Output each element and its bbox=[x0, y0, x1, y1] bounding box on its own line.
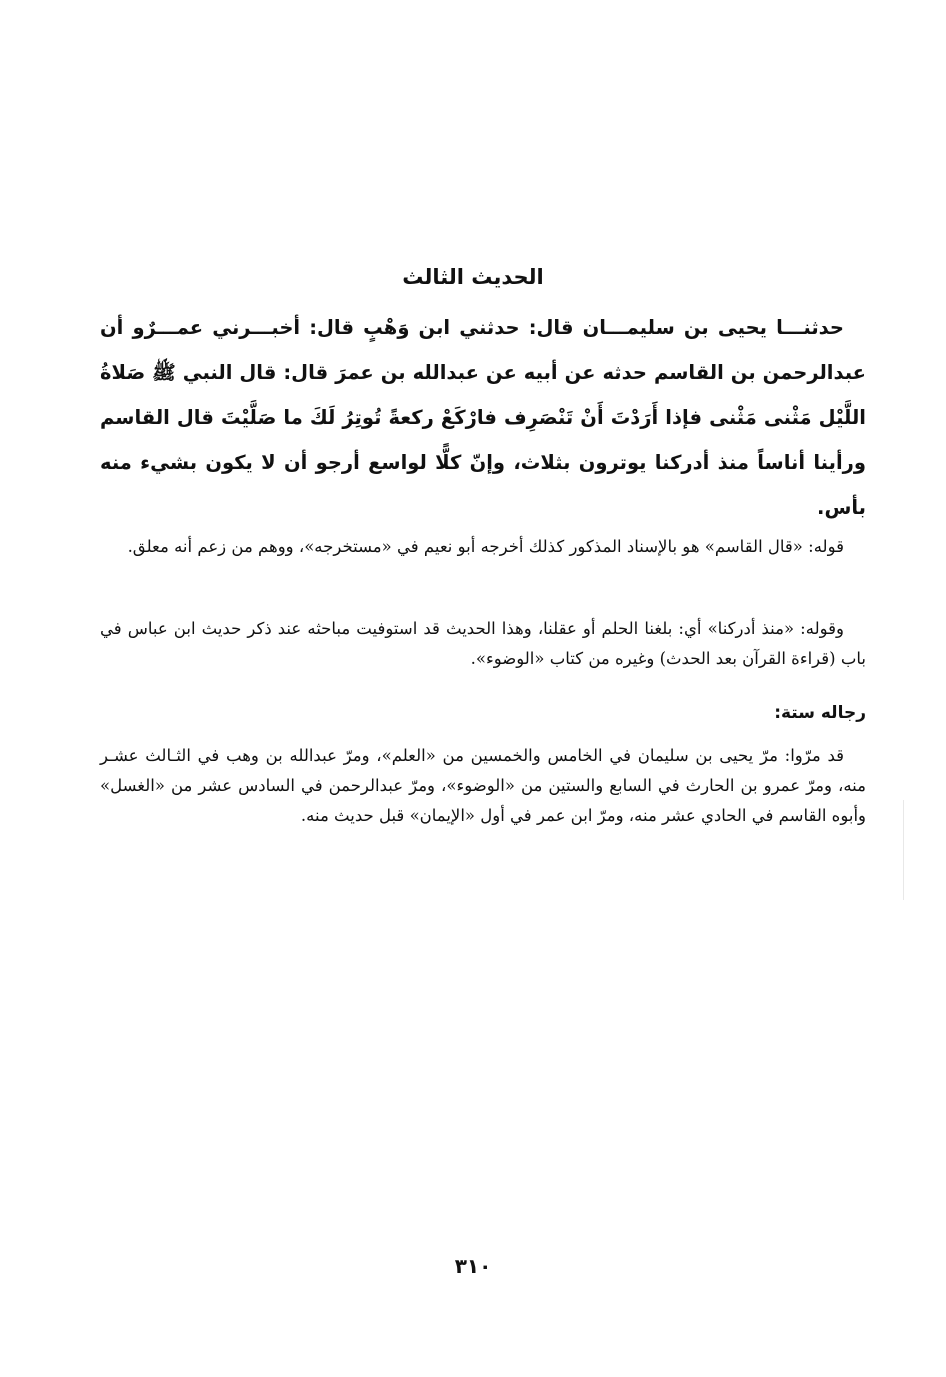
hadith-text: حدثنـــا يحيى بن سليمـــان قال: حدثني ابن وَهْبٍ قال: أخبـــرني عمـــرٌو أن عبدالرحمن بن القاسم حدثه عن أبيه عن عبدالله بن عمرَ قال: قال النبي ﷺ صَلاةُ اللَّيْل مَثْنى مَثْنى فإذا أَرَدْتَ أَنْ تَنْصَرِف فارْكَعْ ركعةً تُوتِرُ لَكَ ما صَلَّيْتَ قال القاسم ورأينا أناساً منذ أدركنا يوترون بثلاث، وإنّ كلًّا لواسع أرجو أن لا يكون بشيء منه بأس. bbox=[100, 316, 866, 519]
narrators-paragraph: قد مرّوا: مرّ يحيى بن سليمان في الخامس والخمسين من «العلم»، ومرّ عبدالله بن وهب في الثـالث عشـر منه، ومرّ عمرو بن الحارث في السابع والستين من «الوضوء»، ومرّ عبدالرحمن في السادس عشر من «الغسل» وأبوه القاسم في الحادي عشر منه، ومرّ ابن عمر في أول «الإيمان» قبل حديث منه. bbox=[100, 746, 866, 825]
page-number: ٣١٠ bbox=[454, 1254, 492, 1278]
commentary-paragraph-1: قوله: «قال القاسم» هو بالإسناد المذكور كذلك أخرجه أبو نعيم في «مستخرجه»، ووهم من زعم أنه معلق. bbox=[127, 537, 844, 556]
chapter-heading: الحديث الثالث bbox=[402, 265, 544, 289]
narrators-heading: رجاله ستة: bbox=[774, 703, 866, 723]
commentary-paragraph-2: وقوله: «منذ أدركنا» أي: بلغنا الحلم أو عقلنا، وهذا الحديث قد استوفيت مباحثه عند ذكر حديث ابن عباس في باب (قراءة القرآن بعد الحدث) وغيره من كتاب «الوضوء». bbox=[100, 619, 866, 668]
scan-edge-mark bbox=[903, 800, 904, 900]
